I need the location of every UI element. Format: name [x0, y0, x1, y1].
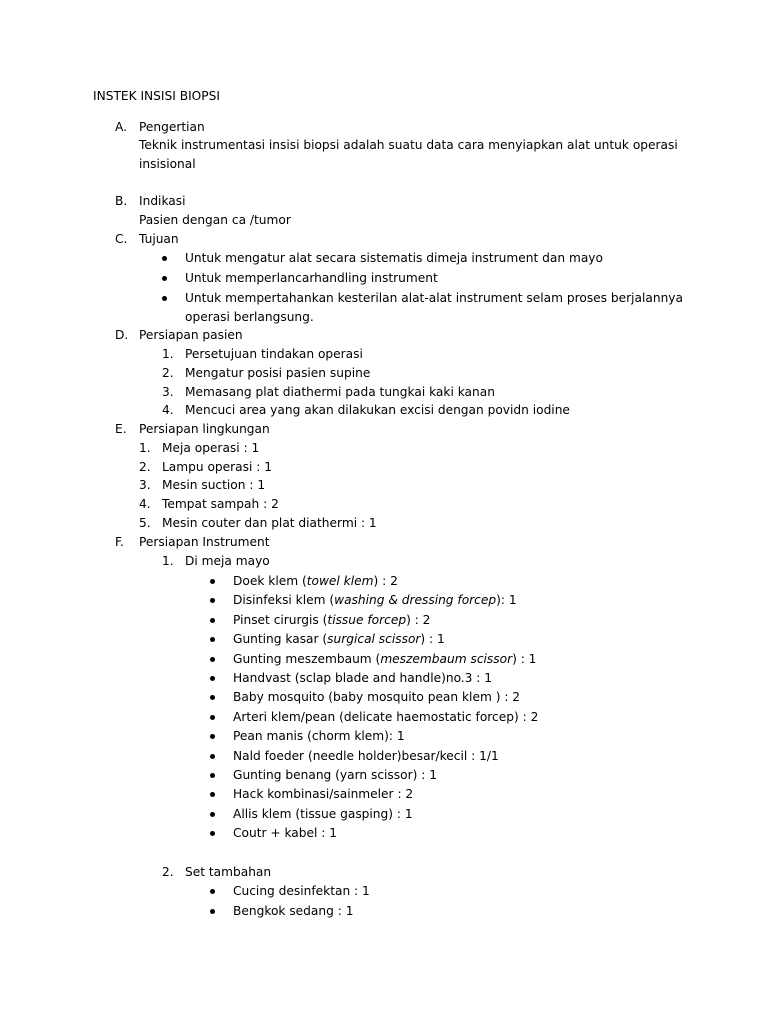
sublist-label: Di meja mayo [185, 554, 270, 568]
list-number: 2. [139, 460, 151, 474]
section-b-heading: Indikasi [139, 194, 186, 208]
section-f-marker: F. [115, 535, 124, 549]
bullet-icon [210, 637, 215, 642]
bullet-icon [210, 812, 215, 817]
sublist-label: Set tambahan [185, 865, 272, 879]
section-b-body-line: Pasien dengan ca /tumor [139, 213, 291, 227]
bullet-icon [162, 296, 167, 301]
list-number: 1. [162, 347, 174, 361]
bullet-icon [210, 909, 215, 914]
bullet-icon [210, 579, 215, 584]
section-f-heading: Persiapan Instrument [139, 535, 270, 549]
bullet-icon [210, 598, 215, 603]
list-item: Meja operasi : 1 [162, 441, 260, 455]
section-c-bullet: Untuk mempertahankan kesterilan alat-alat instrument selam proses berjalannya [185, 291, 683, 305]
list-number: 3. [162, 385, 174, 399]
mayo-instrument-item: Nald foeder (needle holder)besar/kecil : 1/1 [233, 749, 499, 763]
section-b-marker: B. [115, 194, 128, 208]
mayo-instrument-item: Gunting meszembaum (meszembaum scissor) : 1 [233, 652, 537, 666]
list-item: Lampu operasi : 1 [162, 460, 272, 474]
section-d-marker: D. [115, 328, 129, 342]
mayo-instrument-item: Pinset cirurgis (tissue forcep) : 2 [233, 613, 431, 627]
bullet-icon [162, 276, 167, 281]
list-number: 3. [139, 478, 151, 492]
list-item: Persetujuan tindakan operasi [185, 347, 363, 361]
sublist-number: 2. [162, 865, 174, 879]
bullet-icon [210, 889, 215, 894]
list-item: Memasang plat diathermi pada tungkai kaki kanan [185, 385, 495, 399]
mayo-instrument-item: Allis klem (tissue gasping) : 1 [233, 807, 413, 821]
section-a-body-line: Teknik instrumentasi insisi biopsi adalah suatu data cara menyiapkan alat untuk operasi [139, 138, 678, 152]
mayo-instrument-item: Baby mosquito (baby mosquito pean klem ) : 2 [233, 690, 521, 704]
section-c-heading: Tujuan [139, 232, 179, 246]
bullet-icon [210, 715, 215, 720]
section-c-marker: C. [115, 232, 128, 246]
section-d-heading: Persiapan pasien [139, 328, 243, 342]
mayo-instrument-item: Disinfeksi klem (washing & dressing forcep): 1 [233, 593, 517, 607]
list-number: 4. [139, 497, 151, 511]
list-item: Mesin suction : 1 [162, 478, 266, 492]
section-e-marker: E. [115, 422, 127, 436]
bullet-icon [210, 657, 215, 662]
list-item: Mesin couter dan plat diathermi : 1 [162, 516, 377, 530]
mayo-instrument-item: Pean manis (chorm klem): 1 [233, 729, 405, 743]
section-a-marker: A. [115, 120, 127, 134]
bullet-icon [210, 754, 215, 759]
section-a-body-line: insisional [139, 157, 196, 171]
list-number: 5. [139, 516, 151, 530]
extra-set-item: Cucing desinfektan : 1 [233, 884, 370, 898]
bullet-icon [162, 256, 167, 261]
section-c-bullet: Untuk mengatur alat secara sistematis dimeja instrument dan mayo [185, 251, 603, 265]
bullet-icon [210, 734, 215, 739]
extra-set-item: Bengkok sedang : 1 [233, 904, 354, 918]
list-number: 2. [162, 366, 174, 380]
section-c-bullet-continuation: operasi berlangsung. [185, 310, 314, 324]
page-title: INSTEK INSISI BIOPSI [93, 89, 220, 103]
section-c-bullet: Untuk memperlancarhandling instrument [185, 271, 438, 285]
mayo-instrument-item: Gunting kasar (surgical scissor) : 1 [233, 632, 445, 646]
bullet-icon [210, 792, 215, 797]
list-number: 4. [162, 403, 174, 417]
bullet-icon [210, 695, 215, 700]
bullet-icon [210, 618, 215, 623]
mayo-instrument-item: Coutr + kabel : 1 [233, 826, 337, 840]
list-item: Mengatur posisi pasien supine [185, 366, 371, 380]
bullet-icon [210, 676, 215, 681]
list-number: 1. [139, 441, 151, 455]
sublist-number: 1. [162, 554, 174, 568]
bullet-icon [210, 773, 215, 778]
mayo-instrument-item: Handvast (sclap blade and handle)no.3 : 1 [233, 671, 493, 685]
mayo-instrument-item: Hack kombinasi/sainmeler : 2 [233, 787, 414, 801]
mayo-instrument-item: Arteri klem/pean (delicate haemostatic forcep) : 2 [233, 710, 539, 724]
section-a-heading: Pengertian [139, 120, 205, 134]
mayo-instrument-item: Gunting benang (yarn scissor) : 1 [233, 768, 437, 782]
list-item: Tempat sampah : 2 [162, 497, 279, 511]
section-e-heading: Persiapan lingkungan [139, 422, 270, 436]
list-item: Mencuci area yang akan dilakukan excisi dengan povidn iodine [185, 403, 570, 417]
mayo-instrument-item: Doek klem (towel klem) : 2 [233, 574, 398, 588]
bullet-icon [210, 831, 215, 836]
